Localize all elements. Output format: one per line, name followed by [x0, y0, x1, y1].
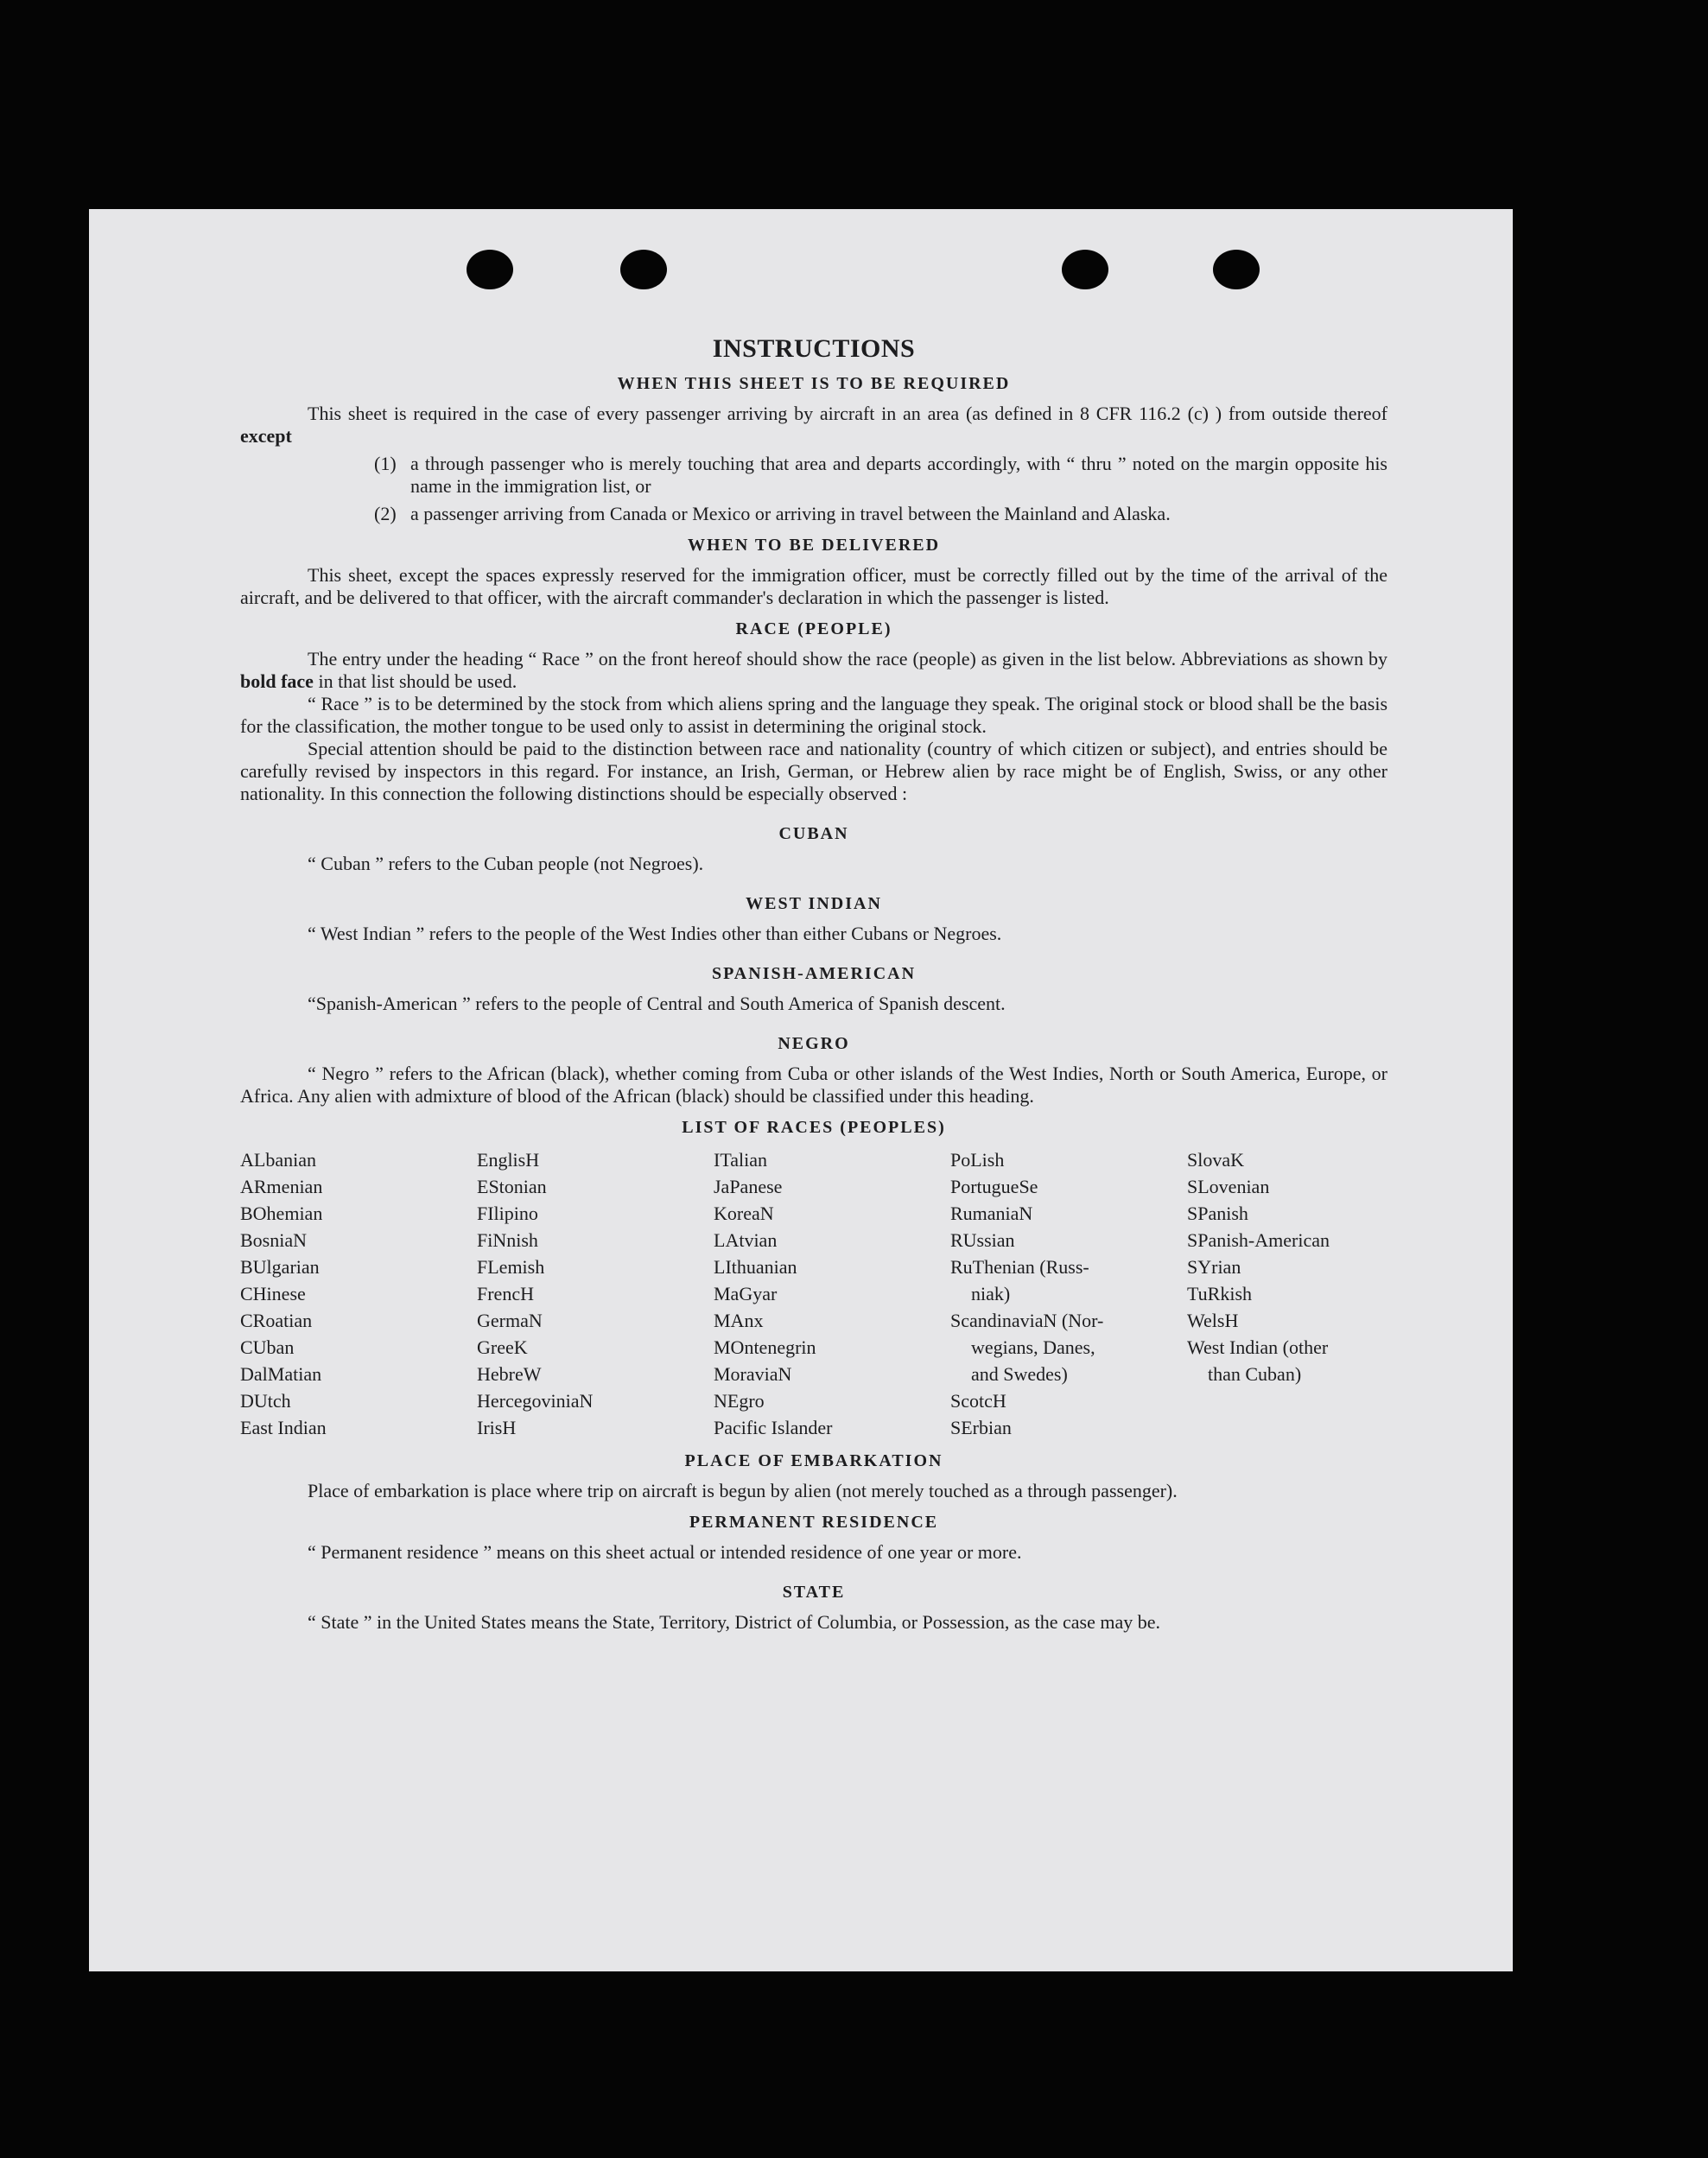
race-entry: MAnx	[714, 1310, 764, 1331]
race-entry: GermaN	[477, 1310, 543, 1331]
race-list	[240, 1146, 1387, 1441]
race-entry: JaPanese	[714, 1176, 783, 1197]
race-entry: LAtvian	[714, 1229, 778, 1251]
heading-list-of-races: LIST OF RACES (PEOPLES)	[682, 1118, 946, 1137]
race-entry: PortugueSe	[950, 1176, 1038, 1197]
race-entry: SErbian	[950, 1417, 1012, 1438]
race-entry: ITalian	[714, 1149, 767, 1171]
race-entry: ScandinaviaN (Nor-	[950, 1310, 1104, 1331]
item-number: (1)	[374, 453, 397, 474]
race-entry: FrencH	[477, 1283, 534, 1304]
race-entry: RUssian	[950, 1229, 1015, 1251]
heading-state: STATE	[782, 1583, 846, 1602]
race-entry: SlovaK	[1187, 1149, 1244, 1171]
residence-text: “ Permanent residence ” means on this sheet actual or intended residence of one year or more.	[308, 1541, 1022, 1563]
embarkation-text: Place of embarkation is place where trip on aircraft is begun by alien (not merely touched as a through passenger).	[308, 1480, 1178, 1501]
race-entry: RuThenian (Russ-	[950, 1256, 1089, 1278]
page-title: INSTRUCTIONS	[712, 334, 916, 363]
race-column-1	[240, 1146, 477, 1441]
race-entry-continued: wegians, Danes,	[971, 1336, 1095, 1358]
race-entry-continued: than Cuban)	[1208, 1363, 1302, 1385]
race-entry: BosniaN	[240, 1229, 307, 1251]
except-bold: except	[240, 425, 292, 447]
required-item-2	[374, 503, 1387, 525]
heading-cuban: CUBAN	[778, 824, 849, 843]
heading-embarkation: PLACE OF EMBARKATION	[684, 1451, 943, 1470]
race-entry: HebreW	[477, 1363, 542, 1385]
race-entry: MOntenegrin	[714, 1336, 816, 1358]
race-entry: CUban	[240, 1336, 295, 1358]
race-entry: DalMatian	[240, 1363, 322, 1385]
race-entry: ARmenian	[240, 1176, 323, 1197]
race-entry: GreeK	[477, 1336, 528, 1358]
heading-race: RACE (PEOPLE)	[735, 619, 892, 638]
race-entry: PoLish	[950, 1149, 1005, 1171]
punch-hole	[1062, 250, 1108, 289]
race-entry: BOhemian	[240, 1203, 323, 1224]
race-entry: East Indian	[240, 1417, 327, 1438]
race-entry: SLovenian	[1187, 1176, 1270, 1197]
race-entry: SYrian	[1187, 1256, 1241, 1278]
race-column-2	[477, 1146, 714, 1441]
race-entry: KoreaN	[714, 1203, 774, 1224]
race-entry: DUtch	[240, 1390, 291, 1412]
item-text: a passenger arriving from Canada or Mexico or arriving in travel between the Mainland and Alaska.	[410, 503, 1171, 524]
race-entry: CHinese	[240, 1283, 306, 1304]
race-entry-continued: niak)	[971, 1283, 1011, 1304]
heading-negro: NEGRO	[778, 1034, 850, 1053]
race-entry: EStonian	[477, 1176, 547, 1197]
race-entry: MaGyar	[714, 1283, 778, 1304]
heading-residence: PERMANENT RESIDENCE	[689, 1513, 939, 1532]
race-entry: FiNnish	[477, 1229, 538, 1251]
heading-required: WHEN THIS SHEET IS TO BE REQUIRED	[617, 374, 1011, 393]
required-intro: This sheet is required in the case of every passenger arriving by aircraft in an area (as defined in 8 CFR 116.2 (c) ) from outside thereof except	[240, 403, 1387, 447]
race-paragraph-3: Special attention should be paid to the distinction between race and nationality (country of which citizen or subject), and entries should be carefully revised by inspectors in this regard. For instance, an Irish, German, or Hebrew alien by race might be of English, Swiss, or any other nationality. In this connection the following distinctions should be especially observed :	[240, 738, 1387, 804]
spanish-american-text: “Spanish-American ” refers to the people of Central and South America of Spanish descent.	[308, 993, 1006, 1014]
item-text: a through passenger who is merely touching that area and departs accordingly, with “ thru ” noted on the margin opposite his name in the immigration list, or	[410, 453, 1387, 497]
race-entry: FLemish	[477, 1256, 545, 1278]
race-entry: WelsH	[1187, 1310, 1239, 1331]
state-text: “ State ” in the United States means the State, Territory, District of Columbia, or Possession, as the case may be.	[308, 1611, 1161, 1633]
heading-delivered: WHEN TO BE DELIVERED	[687, 536, 941, 555]
race-column-3	[714, 1146, 950, 1441]
race-column-5	[1187, 1146, 1387, 1441]
negro-text: “ Negro ” refers to the African (black), whether coming from Cuba or other islands of the West Indies, North or South America, Europe, or Africa. Any alien with admixture of blood of the African (black) should be classified under this heading.	[240, 1063, 1387, 1107]
punch-hole	[620, 250, 667, 289]
document-content	[240, 334, 1387, 1634]
cuban-text: “ Cuban ” refers to the Cuban people (not Negroes).	[308, 853, 704, 874]
race-entry: ALbanian	[240, 1149, 316, 1171]
race-paragraph-2: “ Race ” is to be determined by the stock from which aliens spring and the language they speak. The original stock or blood shall be the basis for the classification, the mother tongue to be used only to assist in determining the original stock.	[240, 693, 1387, 737]
heading-west-indian: WEST INDIAN	[746, 894, 882, 913]
punch-hole	[467, 250, 513, 289]
delivered-text: This sheet, except the spaces expressly reserved for the immigration officer, must be correctly filled out by the time of the arrival of the aircraft, and be delivered to that officer, with the aircraft commander's declaration in which the passenger is listed.	[240, 564, 1387, 608]
race-entry: Pacific Islander	[714, 1417, 833, 1438]
race-entry: RumaniaN	[950, 1203, 1033, 1224]
item-number: (2)	[374, 503, 397, 524]
race-entry: IrisH	[477, 1417, 517, 1438]
race-entry: EnglisH	[477, 1149, 540, 1171]
race-paragraph-1: The entry under the heading “ Race ” on the front hereof should show the race (people) as given in the list below. Abbreviations as shown by bold face in that list should be used.	[240, 648, 1387, 692]
heading-spanish-american: SPANISH-AMERICAN	[711, 964, 917, 983]
race-entry: SPanish	[1187, 1203, 1248, 1224]
race-entry: TuRkish	[1187, 1283, 1253, 1304]
race-entry: HercegoviniaN	[477, 1390, 594, 1412]
required-item-1	[374, 453, 1387, 498]
race-entry: NEgro	[714, 1390, 765, 1412]
instruction-sheet	[89, 209, 1513, 1971]
race-entry: CRoatian	[240, 1310, 313, 1331]
punch-hole	[1213, 250, 1260, 289]
race-entry: BUlgarian	[240, 1256, 320, 1278]
race-column-4	[950, 1146, 1187, 1441]
race-entry-continued: and Swedes)	[971, 1363, 1068, 1385]
west-indian-text: “ West Indian ” refers to the people of the West Indies other than either Cubans or Negroes.	[308, 923, 1002, 944]
race-entry: SPanish-American	[1187, 1229, 1330, 1251]
bold-face-term: bold face	[240, 670, 314, 692]
race-entry: MoraviaN	[714, 1363, 792, 1385]
race-entry: FIlipino	[477, 1203, 538, 1224]
race-entry: LIthuanian	[714, 1256, 797, 1278]
race-entry: ScotcH	[950, 1390, 1006, 1412]
race-entry: West Indian (other	[1187, 1336, 1329, 1358]
